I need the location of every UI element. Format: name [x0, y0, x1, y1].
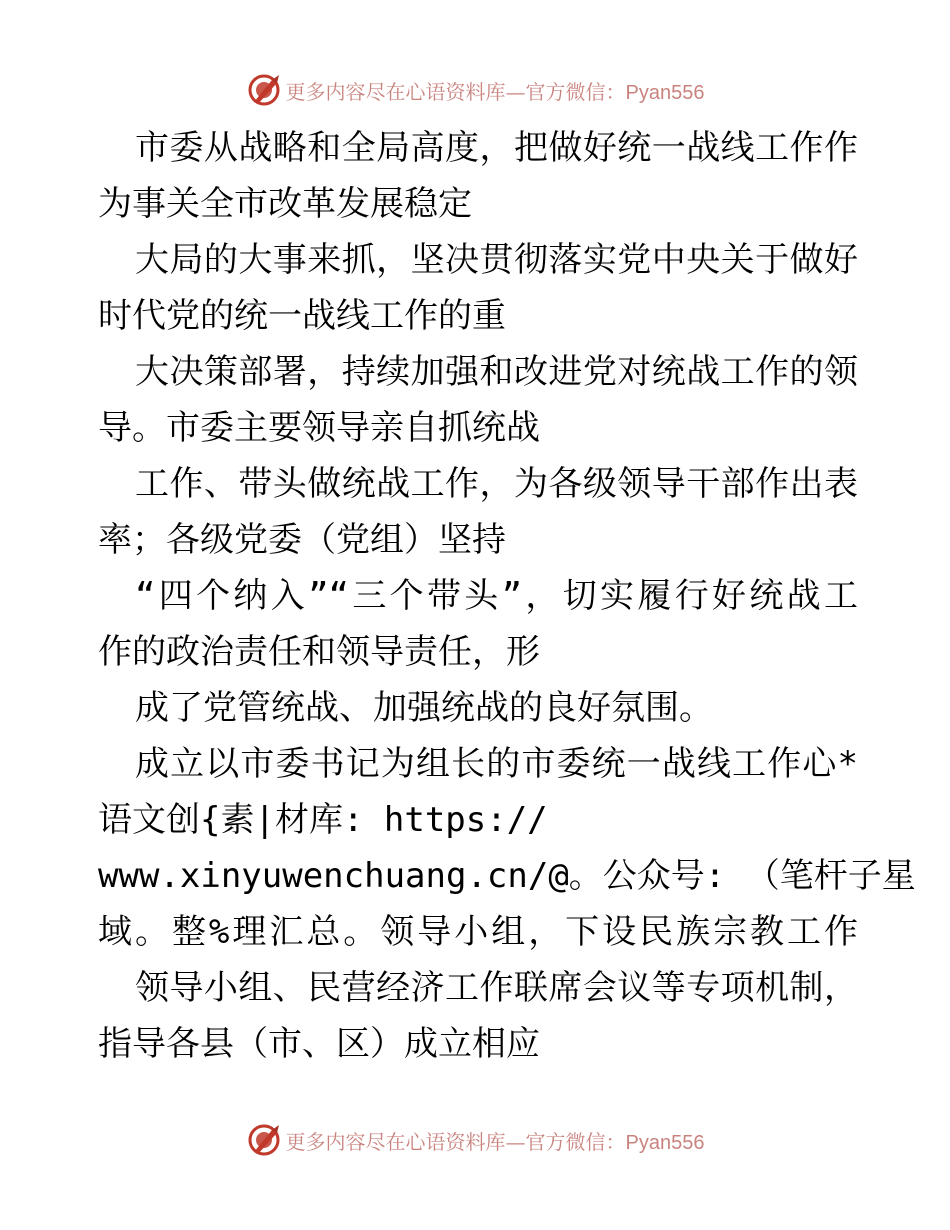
header-banner-text: 更多内容尽在心语资料库—官方微信：Pyan556 [285, 79, 705, 104]
header-banner-handle: Pyan556 [625, 81, 705, 104]
text-line: 作的政治责任和领导责任，形 [98, 632, 540, 672]
text-line: 成了党管统战、加强统战的良好氛围。 [135, 688, 713, 728]
text-line: 语文创{素|材库: https:// [98, 800, 548, 840]
pen-nib-circle-icon [246, 1122, 282, 1158]
text-line: 成立以市委书记为组长的市委统一战线工作心* [135, 744, 858, 784]
text-line: 率；各级党委（党组）坚持 [98, 520, 506, 560]
text-line: 领导小组、民营经济工作联席会议等专项机制， [135, 968, 858, 1008]
header-banner[interactable] [0, 70, 950, 110]
footer-banner-text: 更多内容尽在心语资料库—官方微信：Pyan556 [285, 1129, 705, 1154]
text-line: 时代党的统一战线工作的重 [98, 296, 506, 336]
text-line: 为事关全市改革发展稳定 [98, 184, 472, 224]
pen-nib-circle-icon [246, 72, 282, 108]
text-line: 指导各县（市、区）成立相应 [98, 1024, 540, 1064]
text-line: 导。市委主要领导亲自抓统战 [98, 408, 540, 448]
text-line: www.xinyuwenchuang.cn/@。公众号: （笔杆子星 [98, 856, 916, 896]
text-line: 市委从战略和全局高度，把做好统一战线工作作 [135, 128, 858, 168]
text-line: 大局的大事来抓，坚决贯彻落实党中央关于做好 [135, 240, 858, 280]
text-line: “四个纳入”“三个带头”，切实履行好统战工 [135, 576, 858, 616]
body-text [98, 120, 916, 1072]
text-line: 域。整%理汇总。领导小组，下设民族宗教工作 [98, 912, 858, 952]
footer-banner-handle: Pyan556 [625, 1131, 705, 1154]
footer-banner[interactable] [0, 1120, 950, 1160]
text-line: 大决策部署，持续加强和改进党对统战工作的领 [135, 352, 858, 392]
text-line: 工作、带头做统战工作，为各级领导干部作出表 [135, 464, 858, 504]
